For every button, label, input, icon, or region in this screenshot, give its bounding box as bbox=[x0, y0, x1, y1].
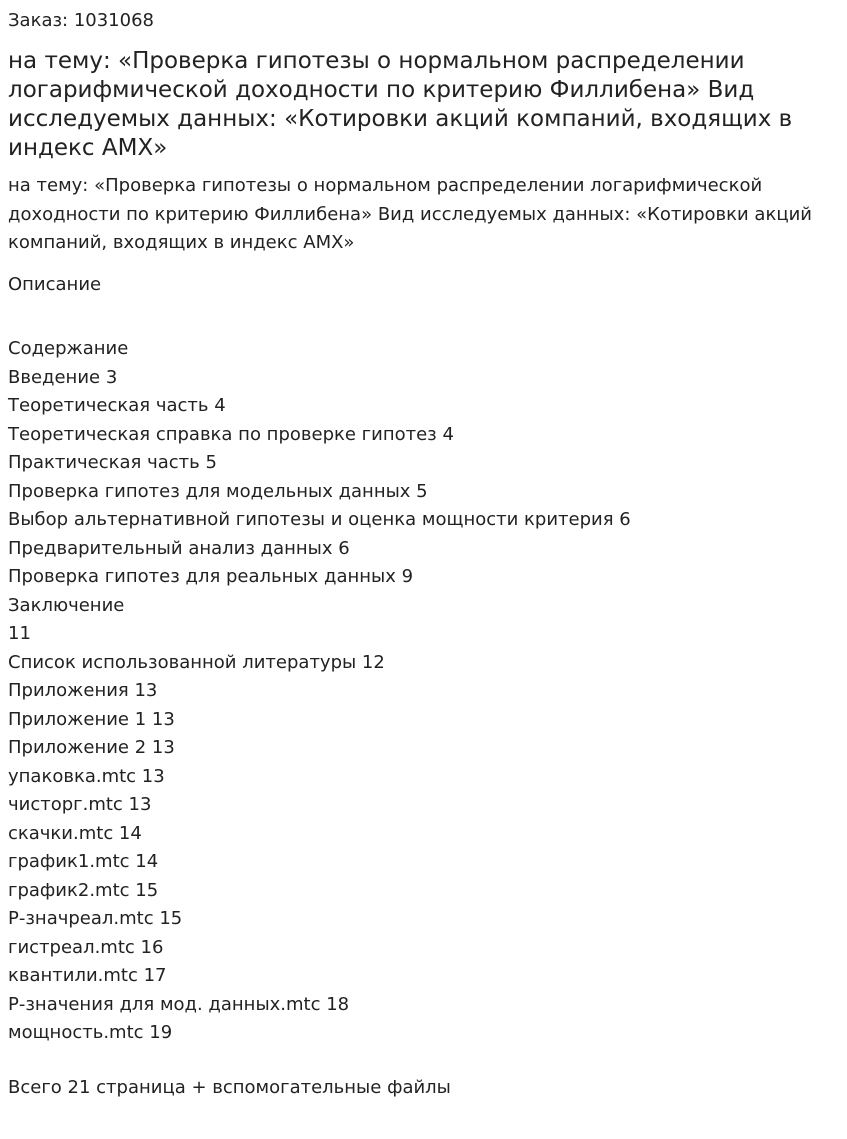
toc-item: Содержание bbox=[8, 338, 129, 359]
toc-item: 11 bbox=[8, 623, 31, 644]
toc-item: мощность.mtc 19 bbox=[8, 1022, 173, 1043]
toc-item: Список использованной литературы 12 bbox=[8, 651, 385, 673]
toc-item: Теоретическая справка по проверке гипотез 4 bbox=[8, 423, 454, 445]
page-subtitle: на тему: «Проверка гипотезы о нормальном распределении логарифмической доходности по критерию Филлибена» Вид исследуемых данных: «Котировки акций компаний, входящих в индекс AMX» bbox=[8, 175, 812, 253]
toc-item: график2.mtc 15 bbox=[8, 879, 159, 901]
order-number: Заказ: 1031068 bbox=[8, 10, 154, 31]
toc-item: график1.mtc 14 bbox=[8, 851, 159, 872]
toc-item: Р-значения для мод. данных.mtc 18 bbox=[8, 993, 350, 1015]
toc-item: Р-значреал.mtc 15 bbox=[8, 908, 183, 929]
toc-item: Проверка гипотез для реальных данных 9 bbox=[8, 566, 414, 587]
total-pages: Всего 21 страница + вспомогательные файлы bbox=[8, 1077, 451, 1098]
toc-item: Приложение 1 13 bbox=[8, 708, 175, 730]
page-title: на тему: «Проверка гипотезы о нормальном распределении логарифмической доходности по критерию Филлибена» Вид исследуемых данных: «Котировки акций компаний, входящих в индекс AMX» bbox=[8, 48, 793, 161]
toc-item: упаковка.mtc 13 bbox=[8, 765, 165, 787]
toc-item: Предварительный анализ данных 6 bbox=[8, 537, 350, 559]
toc-item: квантили.mtc 17 bbox=[8, 965, 167, 986]
description-label: Описание bbox=[8, 274, 102, 295]
table-of-contents bbox=[8, 335, 631, 1048]
toc-item: Проверка гипотез для модельных данных 5 bbox=[8, 480, 428, 502]
toc-item: Введение 3 bbox=[8, 366, 118, 388]
toc-item: Теоретическая часть 4 bbox=[8, 395, 226, 416]
toc-item: чисторг.mtc 13 bbox=[8, 794, 152, 815]
toc-item: Практическая часть 5 bbox=[8, 452, 217, 473]
toc-item: Выбор альтернативной гипотезы и оценка мощности критерия 6 bbox=[8, 509, 631, 530]
toc-item: гистреал.mtc 16 bbox=[8, 936, 164, 958]
toc-item: Приложения 13 bbox=[8, 680, 158, 701]
toc-item: Приложение 2 13 bbox=[8, 737, 175, 758]
toc-item: скачки.mtc 14 bbox=[8, 822, 142, 844]
toc-item: Заключение bbox=[8, 594, 125, 616]
